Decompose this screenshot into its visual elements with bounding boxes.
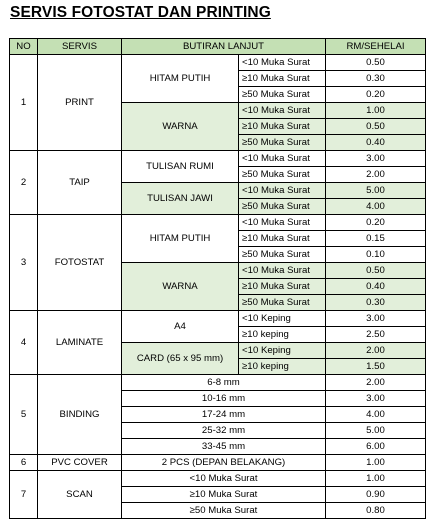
quantity-cell: <10 Keping: [239, 343, 326, 359]
price-cell: 0.80: [326, 503, 426, 519]
price-cell: 3.00: [326, 311, 426, 327]
service-name: LAMINATE: [38, 311, 122, 375]
price-cell: 0.50: [326, 55, 426, 71]
service-name: PVC COVER: [38, 455, 122, 471]
price-cell: 2.00: [326, 167, 426, 183]
quantity-cell: ≥50 Muka Surat: [239, 167, 326, 183]
header-servis: SERVIS: [38, 39, 122, 55]
price-cell: 0.10: [326, 247, 426, 263]
price-cell: 0.30: [326, 71, 426, 87]
detail-label: A4: [122, 311, 239, 343]
service-no: 2: [10, 151, 38, 215]
price-cell: 4.00: [326, 199, 426, 215]
quantity-cell: ≥50 Muka Surat: [239, 295, 326, 311]
service-no: 1: [10, 55, 38, 151]
table-row: [10, 375, 426, 391]
price-cell: 0.50: [326, 263, 426, 279]
quantity-cell: <10 Muka Surat: [239, 263, 326, 279]
quantity-cell: <10 Keping: [239, 311, 326, 327]
service-no: 4: [10, 311, 38, 375]
price-cell: 0.40: [326, 279, 426, 295]
detail-label: HITAM PUTIH: [122, 55, 239, 103]
price-cell: 0.15: [326, 231, 426, 247]
quantity-cell: ≥10 Muka Surat: [239, 231, 326, 247]
header-no: NO: [10, 39, 38, 55]
detail-cell: 10-16 mm: [122, 391, 326, 407]
price-cell: 2.50: [326, 327, 426, 343]
detail-label: WARNA: [122, 103, 239, 151]
table-row: [10, 55, 426, 71]
quantity-cell: ≥50 Muka Surat: [239, 199, 326, 215]
quantity-cell: ≥50 Muka Surat: [239, 135, 326, 151]
header-butiran: BUTIRAN LANJUT: [122, 39, 326, 55]
price-cell: 0.20: [326, 215, 426, 231]
detail-label: TULISAN RUMI: [122, 151, 239, 183]
service-name: TAIP: [38, 151, 122, 215]
detail-cell: <10 Muka Surat: [122, 471, 326, 487]
table-row: [10, 311, 426, 327]
table-row: [10, 455, 426, 471]
detail-label: TULISAN JAWI: [122, 183, 239, 215]
detail-label: HITAM PUTIH: [122, 215, 239, 263]
quantity-cell: <10 Muka Surat: [239, 151, 326, 167]
price-cell: 3.00: [326, 391, 426, 407]
price-cell: 0.30: [326, 295, 426, 311]
quantity-cell: <10 Muka Surat: [239, 103, 326, 119]
quantity-cell: <10 Muka Surat: [239, 183, 326, 199]
detail-label: WARNA: [122, 263, 239, 311]
quantity-cell: ≥10 Muka Surat: [239, 119, 326, 135]
price-cell: 0.40: [326, 135, 426, 151]
quantity-cell: ≥50 Muka Surat: [239, 247, 326, 263]
quantity-cell: ≥50 Muka Surat: [239, 87, 326, 103]
detail-cell: 2 PCS (DEPAN BELAKANG): [122, 455, 326, 471]
detail-label: CARD (65 x 95 mm): [122, 343, 239, 375]
table-row: [10, 215, 426, 231]
service-no: 3: [10, 215, 38, 311]
service-name: FOTOSTAT: [38, 215, 122, 311]
price-cell: 0.50: [326, 119, 426, 135]
detail-cell: 33-45 mm: [122, 439, 326, 455]
service-no: 7: [10, 471, 38, 519]
detail-cell: ≥50 Muka Surat: [122, 503, 326, 519]
price-cell: 4.00: [326, 407, 426, 423]
price-cell: 1.50: [326, 359, 426, 375]
detail-cell: 6-8 mm: [122, 375, 326, 391]
quantity-cell: <10 Muka Surat: [239, 215, 326, 231]
page-title: SERVIS FOTOSTAT DAN PRINTING: [10, 4, 271, 21]
price-cell: 3.00: [326, 151, 426, 167]
service-no: 5: [10, 375, 38, 455]
quantity-cell: <10 Muka Surat: [239, 55, 326, 71]
price-cell: 2.00: [326, 375, 426, 391]
price-cell: 0.20: [326, 87, 426, 103]
header-row: [10, 39, 426, 55]
price-cell: 1.00: [326, 455, 426, 471]
service-name: PRINT: [38, 55, 122, 151]
price-table: [9, 38, 426, 519]
service-name: BINDING: [38, 375, 122, 455]
price-cell: 6.00: [326, 439, 426, 455]
table-row: [10, 151, 426, 167]
price-cell: 1.00: [326, 471, 426, 487]
detail-cell: ≥10 Muka Surat: [122, 487, 326, 503]
table-row: [10, 471, 426, 487]
price-cell: 0.90: [326, 487, 426, 503]
price-cell: 2.00: [326, 343, 426, 359]
quantity-cell: ≥10 keping: [239, 359, 326, 375]
service-name: SCAN: [38, 471, 122, 519]
service-no: 6: [10, 455, 38, 471]
quantity-cell: ≥10 Muka Surat: [239, 71, 326, 87]
quantity-cell: ≥10 keping: [239, 327, 326, 343]
detail-cell: 25-32 mm: [122, 423, 326, 439]
header-price: RM/SEHELAI: [326, 39, 426, 55]
quantity-cell: ≥10 Muka Surat: [239, 279, 326, 295]
detail-cell: 17-24 mm: [122, 407, 326, 423]
price-cell: 5.00: [326, 183, 426, 199]
price-cell: 1.00: [326, 103, 426, 119]
price-cell: 5.00: [326, 423, 426, 439]
